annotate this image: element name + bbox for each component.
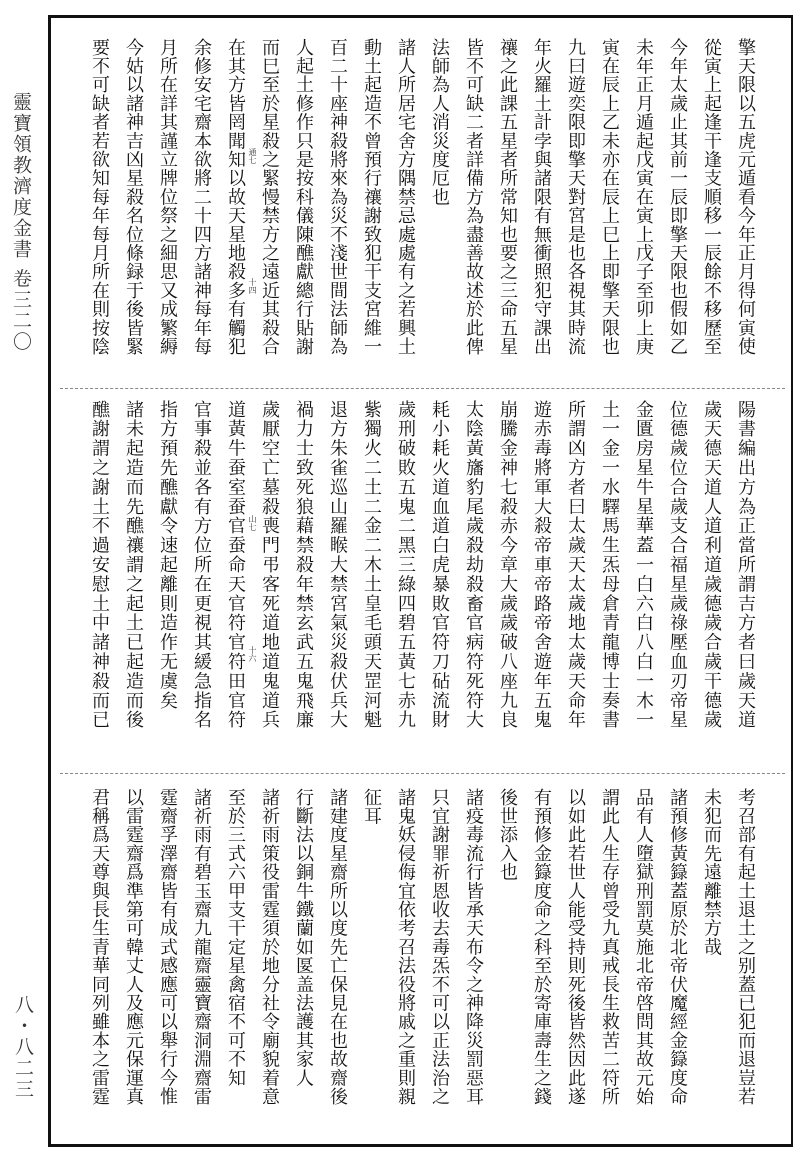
- text-column: 皆不可缺二者詳備方為盡善故述於此俾: [463, 38, 484, 356]
- text-column: 禳之此課五星者所常知也要之三命五星: [497, 38, 518, 356]
- text-column: 歲厭空亡墓殺喪門弔客死道地道鬼道兵: [259, 400, 280, 730]
- text-column: 歲天德天道人道利道歲德歲合歲干德歲: [701, 400, 722, 730]
- text-column: 人起土修作只是按科儀陳醮獻總行貼謝: [293, 38, 314, 356]
- margin-page-number: 八・八二三: [12, 995, 34, 1100]
- text-column: 君稱爲天尊與長生青華同列雖本之雷霆: [89, 788, 110, 1106]
- text-column: 退方朱雀巡山羅睺大禁宮氣災殺伏兵大: [327, 400, 348, 730]
- text-column: 官事殺並各有方位所在更視其緩急指名: [191, 400, 212, 730]
- text-column: 崩騰金神七殺赤今章大歲歲破八座九良: [497, 400, 518, 730]
- text-column: 有預修金籙度命之科至於寄庫壽生之錢: [531, 788, 552, 1106]
- text-column: 只宜謝罪祈恩收去毒炁不可以正法治之: [429, 788, 450, 1106]
- text-column: 遊赤毒將軍大殺帝車帝路帝舍遊年五鬼: [531, 400, 552, 730]
- marginal-note: 山七: [248, 515, 257, 531]
- register-middle: [82, 400, 762, 762]
- text-column: 百二十座神殺將來為災不淺世間法師為: [327, 38, 348, 356]
- text-column: 今姑以諸神吉凶星殺名位條録于後皆緊: [123, 38, 144, 356]
- text-column: 諸建度星齋所以度先亡保見在也故齋後: [327, 788, 348, 1106]
- text-column: 道黃牛蚕室蚕官蚕命天官符官符田官符: [225, 400, 246, 730]
- text-column: 以如此若世人能受持則死後皆然因此遂: [565, 788, 586, 1106]
- text-column: 品有人墮獄刑罰莫施北帝啓問其故元始: [633, 788, 654, 1106]
- text-column: 霆齋孚澤齋皆有成式感應可以舉行今惟: [157, 788, 178, 1106]
- text-column: 謂此人生存曾受九真戒長生救苦二符所: [599, 788, 620, 1106]
- text-column: 未犯而先遠離禁方哉: [701, 788, 722, 957]
- text-column: 指方預先醮獻令速起離則造作无虞矣: [157, 400, 178, 711]
- text-column: 諸疫毒流行皆承天布令之神降災罰惡耳: [463, 788, 484, 1106]
- text-column: 動土起造不曾預行禳謝致犯干支宮維一: [361, 38, 382, 356]
- text-column: 要不可缺者若欲知每年每月所在則按陰: [89, 38, 110, 356]
- text-column: 從寅上起逢干逢支順移一辰餘不移歷至: [701, 38, 722, 356]
- text-column: 禍力士致死狼藉禁殺年禁玄武五鬼飛廉: [293, 400, 314, 730]
- text-column: 土一金一水驛馬生炁母倉青龍博士奏書: [599, 400, 620, 730]
- text-column: 耗小耗火道血道白虎暴敗官符刀砧流財: [429, 400, 450, 730]
- text-column: 而巳至於星殺之緊慢禁方之遠近其殺合: [259, 38, 280, 356]
- text-column: 後世添入也: [497, 788, 518, 882]
- text-column: 年火羅土計孛與諸限有無衝照犯守課出: [531, 38, 552, 356]
- text-column: 在其方皆罔聞知以故天星地殺多有觸犯: [225, 38, 246, 356]
- text-column: 紫獨火二土二金二木土皇毛頭天罡河魁: [361, 400, 382, 730]
- text-column: 寅在辰上乙未亦在辰上巳上即擎天限也: [599, 38, 620, 356]
- text-column: 擎天限以五虎元遁看今年正月得何寅使: [735, 38, 756, 356]
- text-column: 征耳: [361, 788, 382, 826]
- text-column: 諸預修黃籙蓋原於北帝伏魔經金籙度命: [667, 788, 688, 1106]
- register-top: [82, 38, 762, 378]
- text-column: 今年太歲止其前一辰即擎天限也假如乙: [667, 38, 688, 356]
- text-column: 九曰遊奕限即擎天對宮是也各視其時流: [565, 38, 586, 356]
- text-column: 金匱房星牛星華蓋一白六白八白一木一: [633, 400, 654, 730]
- text-column: 月所在詳其謹立牌位祭之細思又成繁縟: [157, 38, 178, 356]
- marginal-note: 十四: [248, 278, 257, 294]
- text-column: 考召部有起土退土之别蓋已犯而退豈若: [735, 788, 756, 1106]
- register-bottom: [82, 788, 762, 1133]
- text-column: 諸鬼妖侵侮宜依考召法役將戚之重則親: [395, 788, 416, 1106]
- text-column: 諸未起造而先醮禳謂之起土已起造而後: [123, 400, 144, 730]
- text-column: 諸人所居宅舍方隅禁忌處處有之若興土: [395, 38, 416, 356]
- text-column: 諸祈雨策役雷霆須於地分社令廟貌着意: [259, 788, 280, 1106]
- text-column: 行斷法以銅牛鐵蘭如匽盖法護其家人: [293, 788, 314, 1088]
- text-column: 醮謝謂之謝土不過安慰土中諸神殺而已: [89, 400, 110, 730]
- text-column: 至於三式六甲支干定星禽宿不可不知: [225, 788, 246, 1088]
- margin-book-title: 靈寶領教濟度金書 卷三二〇: [10, 92, 32, 353]
- text-column: 位德歲位合歲支合福星歲祿壓血刃帝星: [667, 400, 688, 730]
- text-column: 余修安宅齋本欲將二十四方諸神每年每: [191, 38, 212, 356]
- text-column: 未年正月遁起戊寅在寅上戊子至卯上庚: [633, 38, 654, 356]
- text-column: 以雷霆齋爲準第可韓丈人及應元保運真: [123, 788, 144, 1106]
- text-column: 法師為人消災度厄也: [429, 38, 450, 207]
- text-column: 歲刑破敗五鬼二黑三綠四碧五黃七赤九: [395, 400, 416, 730]
- text-column: 陽書編出方為正當所謂吉方者曰歲天道: [735, 400, 756, 730]
- text-column: 所謂凶方者曰太歲天太歲地太歲天命年: [565, 400, 586, 730]
- register-divider: [60, 773, 785, 774]
- text-column: 太陰黃旛豹尾歲殺劫殺畜官病符死符大: [463, 400, 484, 730]
- register-divider: [60, 388, 785, 389]
- text-column: 諸祈雨有碧玉齋九龍齋靈寶齋洞淵齋雷: [191, 788, 212, 1106]
- marginal-note: 通七: [248, 148, 257, 164]
- marginal-note: 十六: [248, 646, 257, 662]
